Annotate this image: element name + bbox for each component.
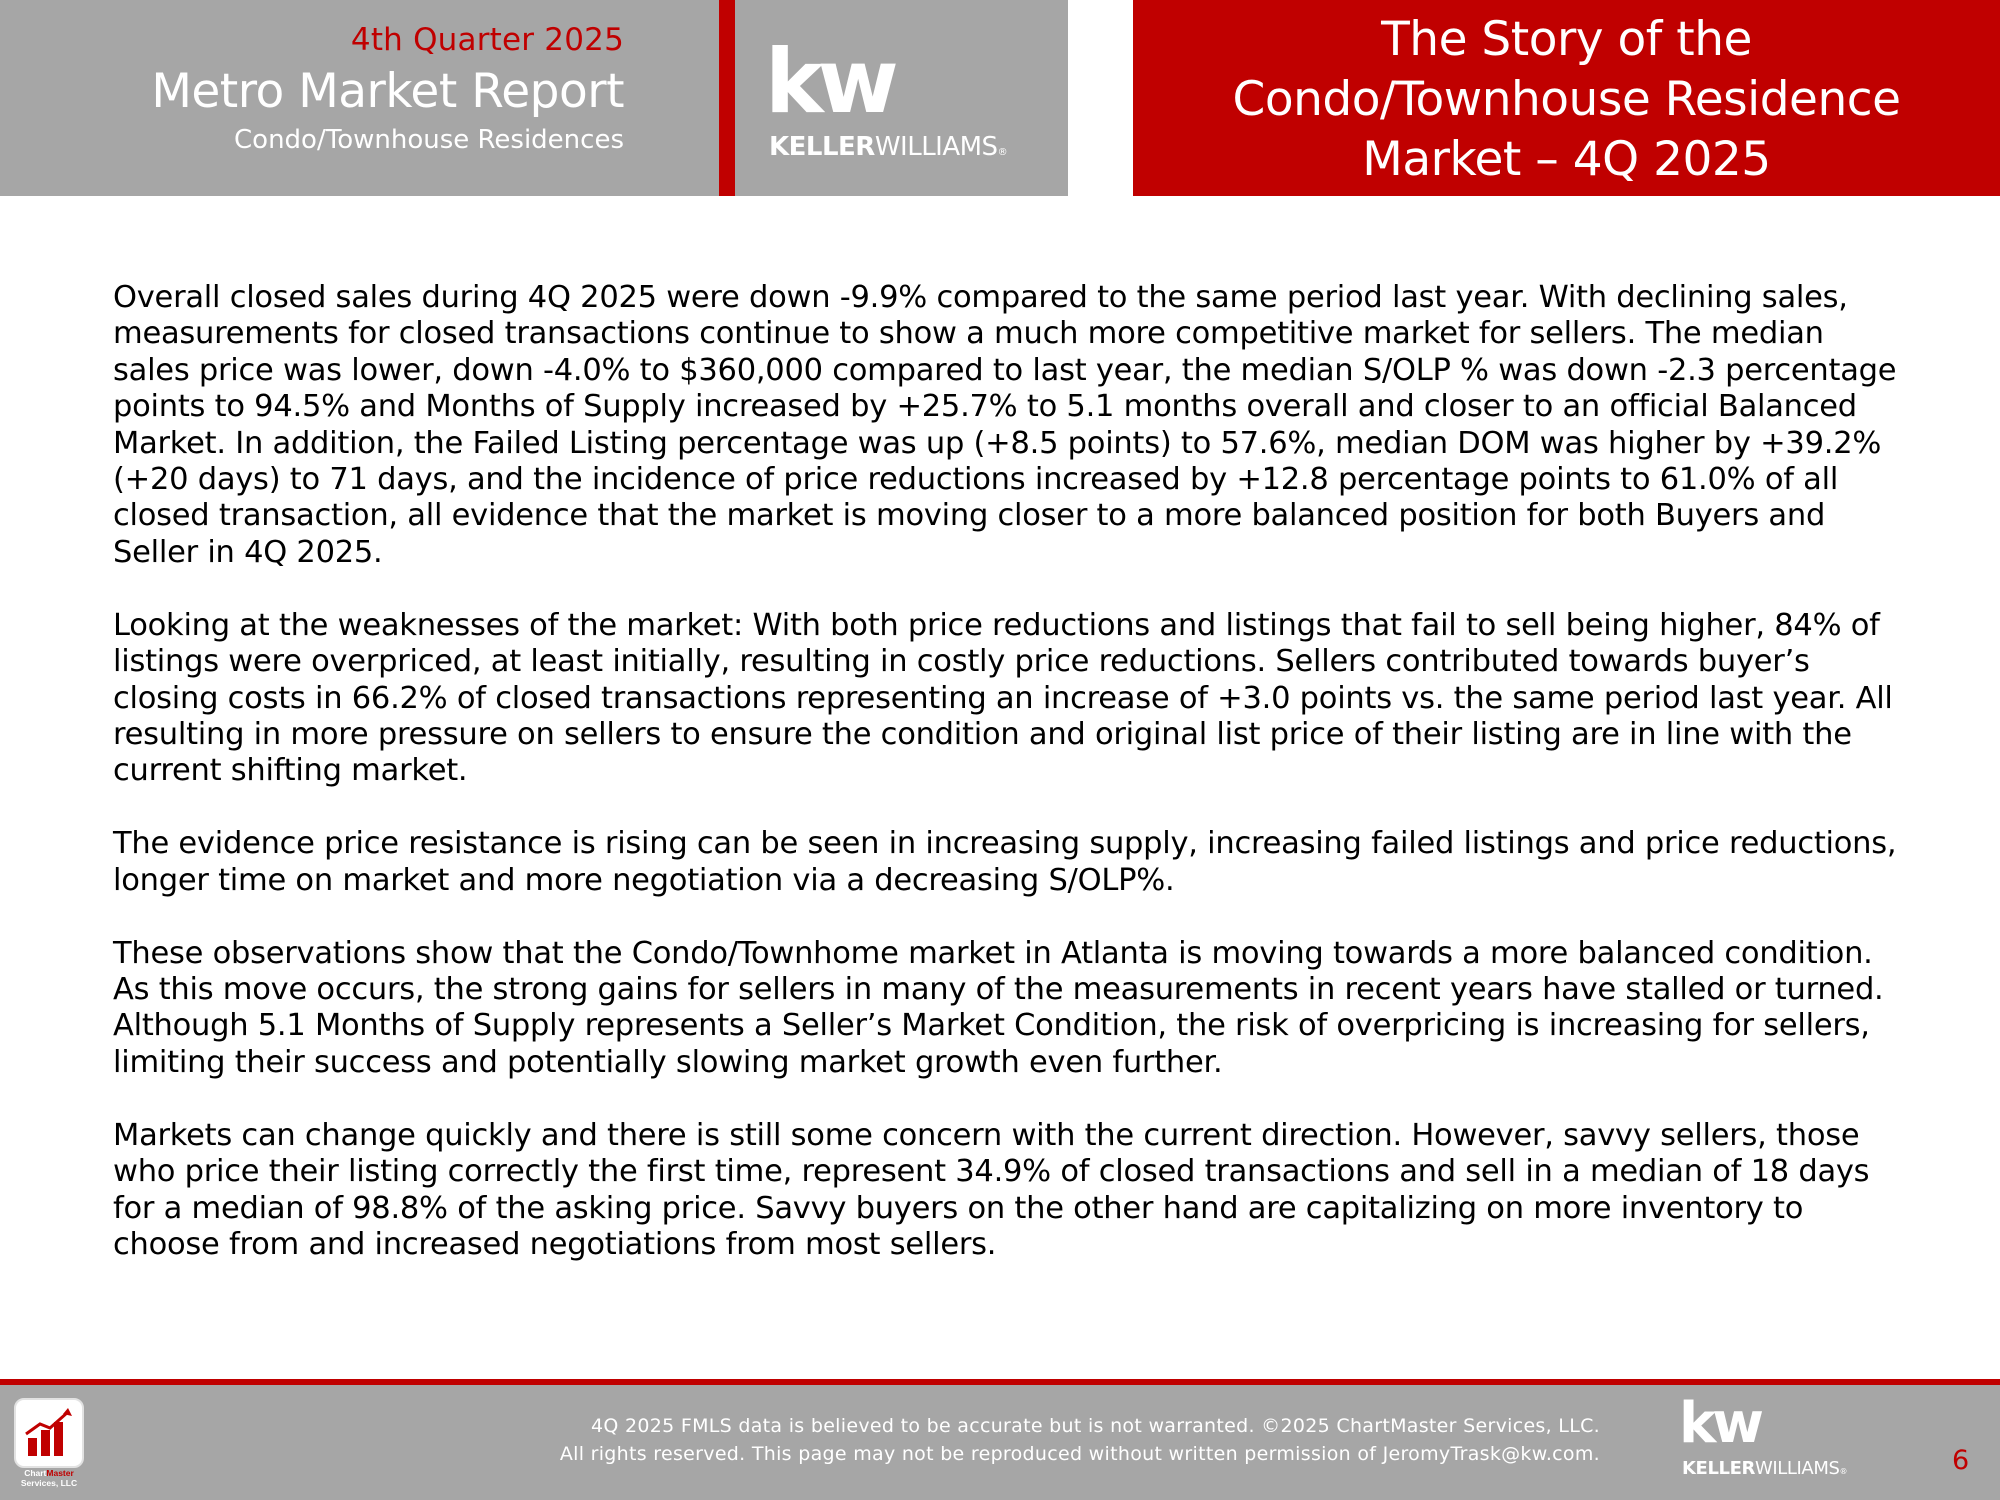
report-body bbox=[113, 280, 1903, 1300]
report-title: Metro Market Report bbox=[151, 64, 624, 119]
disclaimer-line: All rights reserved. This page may not be reproduced without written permission of JeromyTrask@kw.com. bbox=[559, 1443, 1600, 1465]
report-heading bbox=[0, 0, 624, 196]
chartmaster-logo-icon bbox=[14, 1398, 84, 1468]
chartmaster-logo-sub: Services, LLC bbox=[20, 1478, 78, 1488]
chartmaster-logo-part: Master bbox=[46, 1468, 74, 1478]
body-paragraph: Looking at the weaknesses of the market: With both price reductions and listings that fail to sell being higher, 84% of listings were overpriced, at least initially, resulting in costly price reductions. Sellers contributed towards buyer’s closing costs in 66.2% of closed transactions representing an increase of +3.0 points vs. the same period last year. All resulting in more pressure on sellers to ensure the condition and original list price of their listing are in line with the current shifting market. bbox=[113, 607, 1893, 789]
wordmark-bold: KELLER bbox=[769, 132, 875, 162]
wordmark-regular: WILLIAMS bbox=[874, 132, 998, 162]
body-paragraph: Overall closed sales during 4Q 2025 were down -9.9% compared to the same period last year. With declining sales, measurements for closed transactions continue to show a much more competitive market for sellers. The median sales price was lower, down -4.0% to $360,000 compared to last year, the median S/OLP % was down -2.3 percentage points to 94.5% and Months of Supply increased by +25.7% to 5.1 months overall and closer to an official Balanced Market. In addition, the Failed Listing percentage was up (+8.5 points) to 57.6%, median DOM was higher by +39.2% (+20 days) to 71 days, and the incidence of price reductions increased by +12.8 percentage points to 61.0% of all closed transaction, all evidence that the market is moving closer to a more balanced position for both Buyers and Seller in 4Q 2025. bbox=[113, 280, 1897, 570]
chartmaster-logo-name bbox=[14, 1468, 84, 1478]
body-paragraph: The evidence price resistance is rising can be seen in increasing supply, increasing failed listings and price reductions, longer time on market and more negotiation via a decreasing S/OLP%. bbox=[113, 826, 1897, 898]
body-paragraph: Markets can change quickly and there is still some concern with the current direction. However, savvy sellers, those who price their listing correctly the first time, represent 34.9% of closed transactions and sell in a median of 18 days for a median of 98.8% of the asking price. Savvy buyers on the other hand are capitalizing on more inventory to choose from and increased negotiations from most sellers. bbox=[113, 1117, 1870, 1262]
header-divider-bar bbox=[719, 0, 735, 196]
story-title-line: The Story of the bbox=[1381, 12, 1752, 67]
wordmark-bold: KELLER bbox=[1682, 1458, 1755, 1479]
footer-disclaimer bbox=[380, 1412, 1600, 1468]
story-title-line: Market – 4Q 2025 bbox=[1362, 132, 1771, 187]
wordmark-regular: WILLIAMS bbox=[1754, 1458, 1840, 1479]
report-quarter: 4th Quarter 2025 bbox=[350, 22, 624, 58]
disclaimer-line: 4Q 2025 FMLS data is believed to be accurate but is not warranted. ©2025 ChartMaster Services, LLC. bbox=[591, 1415, 1600, 1437]
body-paragraph: These observations show that the Condo/Townhome market in Atlanta is moving towards a more balanced condition. As this move occurs, the strong gains for sellers in many of the measurements in recent years have stalled or turned. Although 5.1 Months of Supply represents a Seller’s Market Condition, the risk of overpricing is increasing for sellers, limiting their success and potentially slowing market growth even further. bbox=[113, 935, 1884, 1080]
chartmaster-logo-text bbox=[14, 1468, 84, 1488]
report-subtitle: Condo/Townhouse Residences bbox=[234, 125, 624, 155]
footer-keller-williams-wordmark bbox=[1682, 1458, 1847, 1479]
story-title-line: Condo/Townhouse Residence bbox=[1232, 72, 1901, 127]
registered-mark: ® bbox=[997, 147, 1008, 158]
keller-williams-wordmark bbox=[769, 132, 1007, 162]
chartmaster-logo-part: Chart bbox=[24, 1468, 47, 1478]
story-title-panel bbox=[1133, 0, 2000, 196]
footer-kw-logo-mark: kw bbox=[1679, 1391, 1760, 1456]
page-number: 6 bbox=[1952, 1445, 1970, 1476]
registered-mark: ® bbox=[1839, 1467, 1848, 1476]
kw-logo-mark: kw bbox=[765, 30, 893, 133]
story-title bbox=[1133, 10, 2000, 190]
